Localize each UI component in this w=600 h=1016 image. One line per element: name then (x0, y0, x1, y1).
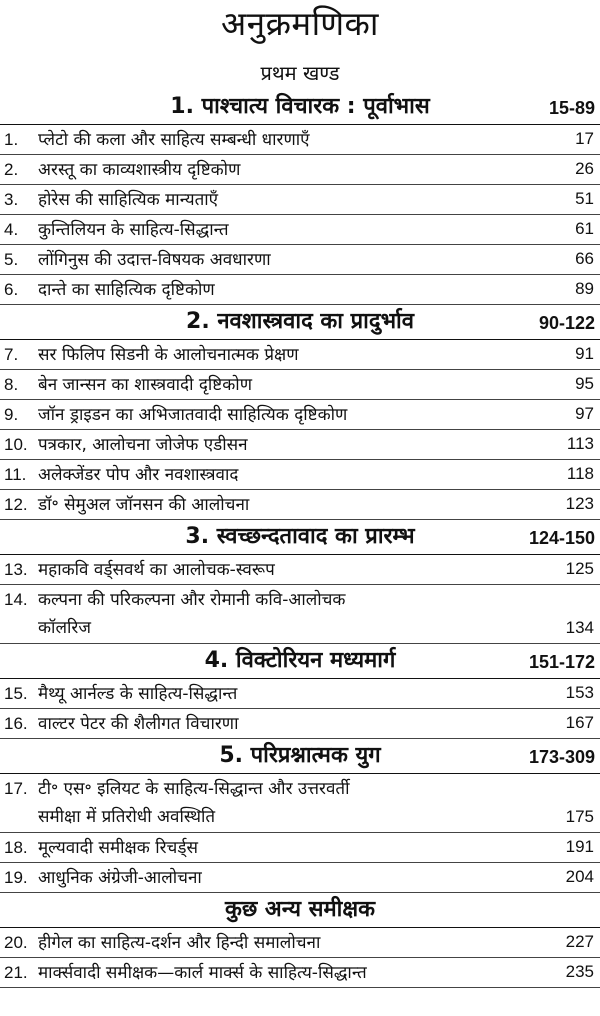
entry-page-number: 97 (575, 404, 594, 423)
entry-page-number: 134 (565, 618, 594, 637)
entry-page-number: 204 (565, 867, 594, 886)
entry-number: 18. (4, 838, 28, 857)
section-title: 5. परिप्रश्नात्मक युग (219, 743, 381, 768)
toc-entry[interactable] (0, 928, 600, 958)
entry-number: 8. (4, 375, 19, 394)
entry-title (38, 216, 530, 244)
toc-entry[interactable] (0, 774, 600, 833)
entry-title-line: बेन जान्सन का शास्त्रवादी दृष्टिकोण (38, 375, 252, 395)
entry-title (38, 959, 530, 987)
entry-title (38, 186, 530, 214)
toc-entry[interactable] (0, 679, 600, 709)
entry-title-line-2: कॉलरिज (38, 618, 91, 638)
entry-page-number: 191 (565, 837, 594, 856)
entry-title-line: कुन्तिलियन के साहित्य-सिद्धान्त (38, 220, 229, 240)
entry-page-number: 61 (575, 219, 594, 238)
entry-title (38, 246, 530, 274)
entry-page-number: 66 (575, 249, 594, 268)
toc-entry[interactable] (0, 155, 600, 185)
toc-entry[interactable] (0, 555, 600, 585)
section-title: 3. स्वच्छन्दतावाद का प्रारम्भ (185, 524, 415, 549)
entry-title-line: हीगेल का साहित्य-दर्शन और हिन्दी समालोचना (38, 933, 321, 953)
entry-number: 11. (4, 465, 27, 484)
section-heading (0, 90, 600, 125)
entry-title-line: महाकवि वर्ड्सवर्थ का आलोचक-स्वरूप (38, 560, 275, 580)
entry-title-line: दान्ते का साहित्यिक दृष्टिकोण (38, 280, 215, 300)
entry-title-line: लोंगिनुस की उदात्त-विषयक अवधारणा (38, 250, 271, 270)
entry-title (38, 864, 530, 892)
entry-title (38, 586, 530, 642)
entry-title (38, 680, 530, 708)
entry-title-line: वाल्टर पेटर की शैलीगत विचारणा (38, 714, 239, 734)
page-title: अनुक्रमणिका (221, 4, 379, 43)
entry-title (38, 401, 530, 429)
toc-entry[interactable] (0, 460, 600, 490)
entry-title (38, 276, 530, 304)
entry-title (38, 126, 530, 154)
section-heading (0, 520, 600, 555)
entry-title (38, 341, 530, 369)
entry-number: 14. (4, 590, 28, 609)
entry-page-number: 89 (575, 279, 594, 298)
toc-entry[interactable] (0, 863, 600, 893)
entry-title (38, 834, 530, 862)
entry-title (38, 371, 530, 399)
entry-number: 20. (4, 933, 28, 952)
toc-entry[interactable] (0, 245, 600, 275)
toc-entry[interactable] (0, 833, 600, 863)
entry-title-line: सर फिलिप सिडनी के आलोचनात्मक प्रेक्षण (38, 345, 299, 365)
section-page-range: 15-89 (548, 98, 595, 118)
toc-entry[interactable] (0, 430, 600, 460)
entry-number: 17. (4, 779, 28, 798)
entry-number: 3. (4, 190, 19, 209)
toc-entry[interactable] (0, 185, 600, 215)
entry-page-number: 51 (575, 189, 594, 208)
entry-number: 6. (4, 280, 19, 299)
entry-title-line: डॉ॰ सेमुअल जॉनसन की आलोचना (38, 495, 250, 515)
toc-entry[interactable] (0, 490, 600, 520)
entry-number: 1. (4, 130, 19, 149)
entry-title-line: आधुनिक अंग्रेजी-आलोचना (38, 868, 202, 888)
section-title: 2. नवशास्त्रवाद का प्रादुर्भाव (186, 309, 414, 334)
entry-number: 12. (4, 495, 28, 514)
entry-number: 19. (4, 868, 28, 887)
entry-title-line: टी॰ एस॰ इलियट के साहित्य-सिद्धान्त और उत्तरवर्ती (38, 779, 350, 799)
entry-number: 10. (4, 435, 28, 454)
entry-number: 13. (4, 560, 28, 579)
entry-title (38, 461, 530, 489)
section-title: 4. विक्टोरियन मध्यमार्ग (204, 648, 396, 673)
section-heading (0, 305, 600, 340)
section-page-range: 124-150 (528, 528, 595, 548)
toc-entry[interactable] (0, 958, 600, 988)
part-heading: प्रथम खण्ड (260, 61, 340, 85)
entry-title-line: अरस्तू का काव्यशास्त्रीय दृष्टिकोण (38, 160, 241, 180)
entry-number: 7. (4, 345, 19, 364)
entry-title-line: कल्पना की परिकल्पना और रोमानी कवि-आलोचक (38, 590, 346, 610)
section-page-range: 173-309 (528, 747, 595, 767)
table-of-contents (0, 90, 600, 988)
entry-number: 21. (4, 963, 28, 982)
entry-title-line: मैथ्यू आर्नल्ड के साहित्य-सिद्धान्त (38, 684, 238, 704)
entry-title-line: अलेक्जेंडर पोप और नवशास्त्रवाद (38, 465, 239, 485)
entry-page-number: 26 (575, 159, 594, 178)
entry-number: 15. (4, 684, 28, 703)
section-heading (0, 893, 600, 928)
entry-title (38, 431, 530, 459)
entry-page-number: 153 (565, 683, 594, 702)
entry-title (38, 929, 530, 957)
entry-title (38, 156, 530, 184)
entry-page-number: 113 (566, 434, 594, 453)
entry-number: 5. (4, 250, 19, 269)
entry-page-number: 17 (575, 129, 594, 148)
entry-title-line: मार्क्सवादी समीक्षक—कार्ल मार्क्स के साहित्य-सिद्धान्त (38, 963, 367, 983)
entry-title (38, 491, 530, 519)
section-page-range: 90-122 (538, 313, 595, 333)
entry-title-line: पत्रकार, आलोचना जोजेफ एडीसन (38, 435, 248, 455)
entry-title-line: जॉन ड्राइडन का अभिजातवादी साहित्यिक दृष्टिकोण (38, 405, 348, 425)
entry-page-number: 125 (565, 559, 594, 578)
section-heading (0, 739, 600, 774)
entry-page-number: 227 (565, 932, 594, 951)
toc-entry[interactable] (0, 215, 600, 245)
entry-page-number: 235 (565, 962, 594, 981)
entry-page-number: 118 (566, 464, 594, 483)
section-heading (0, 644, 600, 679)
entry-page-number: 167 (565, 713, 594, 732)
entry-page-number: 91 (575, 344, 594, 363)
section-page-range: 151-172 (528, 652, 595, 672)
toc-entry[interactable] (0, 340, 600, 370)
entry-title-line: होरेस की साहित्यिक मान्यताएँ (38, 190, 219, 210)
toc-entry[interactable] (0, 585, 600, 644)
entry-number: 4. (4, 220, 19, 239)
toc-entry[interactable] (0, 400, 600, 430)
entry-number: 9. (4, 405, 19, 424)
entry-page-number: 123 (565, 494, 594, 513)
entry-title-line: मूल्यवादी समीक्षक रिचर्ड्स (38, 838, 198, 858)
entry-title-line-2: समीक्षा में प्रतिरोधी अवस्थिति (38, 807, 216, 827)
entry-title (38, 775, 530, 831)
section-title: 1. पाश्चात्य विचारक : पूर्वाभास (170, 94, 430, 119)
entry-page-number: 175 (565, 807, 594, 826)
toc-entry[interactable] (0, 275, 600, 305)
toc-entry[interactable] (0, 370, 600, 400)
entry-title-line: प्लेटो की कला और साहित्य सम्बन्धी धारणाएँ (38, 130, 310, 150)
toc-entry[interactable] (0, 709, 600, 739)
entry-number: 16. (4, 714, 28, 733)
entry-title (38, 556, 530, 584)
entry-number: 2. (4, 160, 19, 179)
section-title: कुछ अन्य समीक्षक (224, 897, 376, 922)
entry-page-number: 95 (575, 374, 594, 393)
entry-title (38, 710, 530, 738)
toc-entry[interactable] (0, 125, 600, 155)
